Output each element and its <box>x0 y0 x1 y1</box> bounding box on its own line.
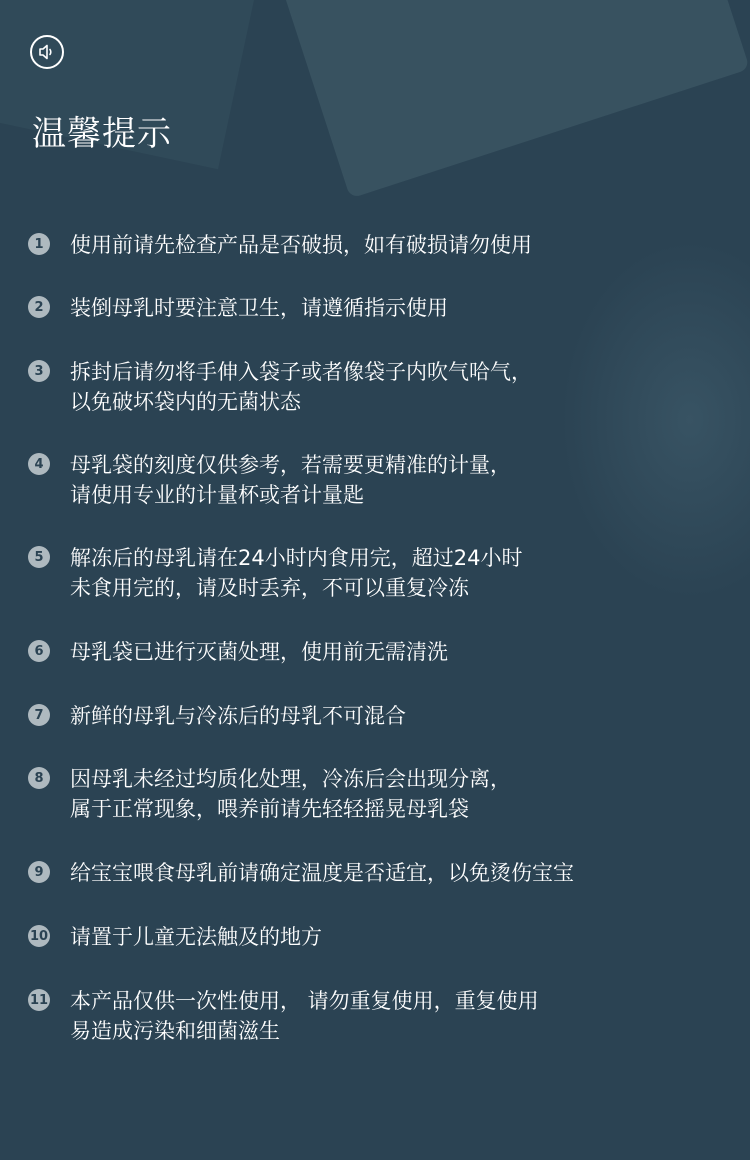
tip-text: 母乳袋的刻度仅供参考，若需要更精准的计量， 请使用专业的计量杯或者计量匙 <box>70 453 511 507</box>
tip-number: 2 <box>28 296 50 318</box>
tip-text: 请置于儿童无法触及的地方 <box>70 925 322 949</box>
tip-text: 使用前请先检查产品是否破损，如有破损请勿使用 <box>70 233 532 257</box>
background-decoration <box>270 0 750 199</box>
tip-number: 1 <box>28 233 50 255</box>
tip-text: 母乳袋已进行灭菌处理，使用前无需清洗 <box>70 640 448 664</box>
page-title: 温馨提示 <box>32 114 172 154</box>
speaker-icon <box>37 42 57 62</box>
tip-item <box>28 293 718 323</box>
tip-item <box>28 230 718 260</box>
tip-number: 10 <box>28 925 50 947</box>
tip-item <box>28 922 718 952</box>
speaker-button[interactable] <box>30 35 64 69</box>
tip-item <box>28 764 718 824</box>
tip-number: 11 <box>28 989 50 1011</box>
tip-text: 本产品仅供一次性使用， 请勿重复使用，重复使用 易造成污染和细菌滋生 <box>70 989 539 1043</box>
tip-number: 3 <box>28 360 50 382</box>
tip-number: 5 <box>28 546 50 568</box>
tip-item <box>28 450 718 510</box>
tip-item <box>28 986 718 1046</box>
tip-text: 给宝宝喂食母乳前请确定温度是否适宜，以免烫伤宝宝 <box>70 861 574 885</box>
tip-text: 拆封后请勿将手伸入袋子或者像袋子内吹气哈气， 以免破坏袋内的无菌状态 <box>70 360 532 414</box>
tip-item <box>28 637 718 667</box>
tip-number: 4 <box>28 453 50 475</box>
tip-number: 7 <box>28 704 50 726</box>
tip-item <box>28 357 718 417</box>
tip-item <box>28 701 718 731</box>
tip-item <box>28 543 718 603</box>
tip-text: 装倒母乳时要注意卫生，请遵循指示使用 <box>70 296 448 320</box>
tip-text: 因母乳未经过均质化处理，冷冻后会出现分离， 属于正常现象，喂养前请先轻轻摇晃母乳袋 <box>70 767 511 821</box>
tip-number: 8 <box>28 767 50 789</box>
tip-number: 9 <box>28 861 50 883</box>
tip-text: 解冻后的母乳请在24小时内食用完，超过24小时 未食用完的，请及时丢弃，不可以重复冷冻 <box>70 546 523 600</box>
tip-number: 6 <box>28 640 50 662</box>
tip-text: 新鲜的母乳与冷冻后的母乳不可混合 <box>70 704 406 728</box>
tip-item <box>28 858 718 888</box>
